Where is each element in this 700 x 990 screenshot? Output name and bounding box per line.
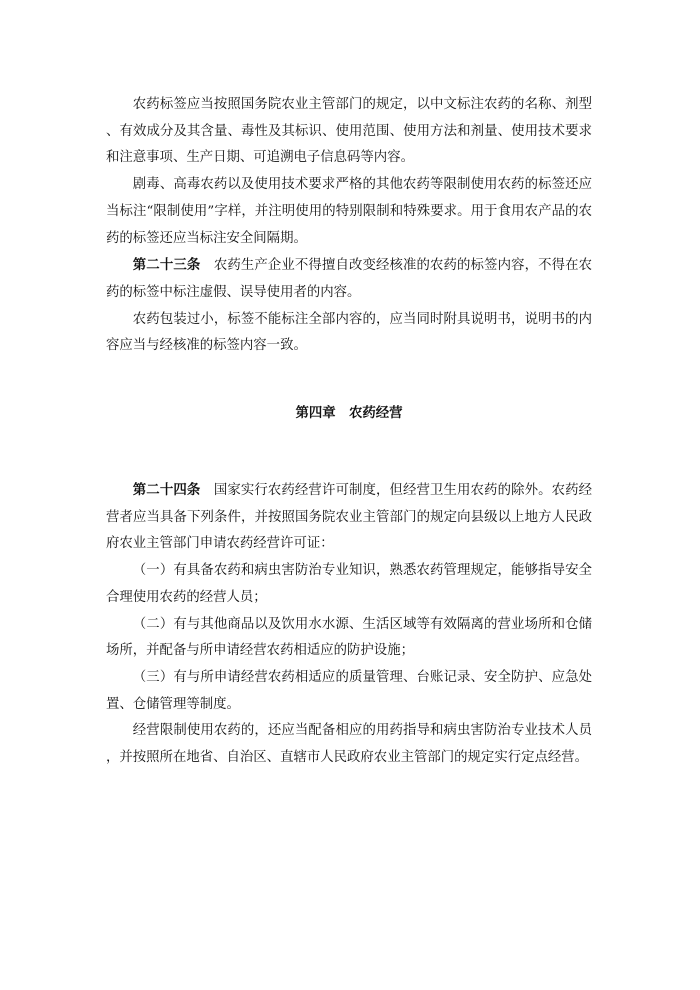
paragraph-small-package <box>106 307 592 360</box>
chapter-heading-block <box>106 360 592 477</box>
chapter-name: 农药经营 <box>349 405 403 422</box>
article-24 <box>106 477 592 558</box>
paragraph-label-content <box>106 92 592 172</box>
paragraph-text: 经营限制使用农药的，还应当配备相应的用药指导和病虫害防治专业技术人员，并按照所在地省、自治区、直辖市人民政府农业主管部门的规定实行定点经营。 <box>106 723 592 766</box>
paragraph-text: （一）有具备农药和病虫害防治专业知识，熟悉农药管理规定，能够指导安全合理使用农药的经营人员； <box>106 563 592 605</box>
article-number: 第二十四条 <box>132 482 201 499</box>
condition-item-1 <box>106 558 592 611</box>
article-23 <box>106 252 592 306</box>
paragraph-text: （二）有与其他商品以及饮用水水源、生活区域等有效隔离的营业场所和仓储场所，并配备与所申请经营农药相适应的防护设施； <box>106 616 592 659</box>
paragraph-restricted-operation <box>106 718 592 771</box>
chapter-title <box>106 400 592 427</box>
article-number: 第二十三条 <box>132 257 201 274</box>
paragraph-restricted-label <box>106 172 592 252</box>
chapter-number: 第四章 <box>295 405 336 422</box>
condition-item-3 <box>106 665 592 718</box>
paragraph-text: 剧毒、高毒农药以及使用技术要求严格的其他农药等限制使用农药的标签还应当标注“限制使用”字样，并注明使用的特别限制和特殊要求。用于食用农产品的农药的标签还应当标注安全间隔期。 <box>106 177 592 246</box>
section-before-chapter <box>106 92 592 360</box>
paragraph-text: 农药生产企业不得擅自改变经核准的农药的标签内容，不得在农药的标签中标注虚假、误导使用者的内容。 <box>106 258 593 300</box>
document-body <box>106 92 592 772</box>
section-after-chapter <box>106 477 592 772</box>
condition-item-2 <box>106 612 592 665</box>
paragraph-text: 农药包装过小，标签不能标注全部内容的，应当同时附具说明书，说明书的内容应当与经核准的标签内容一致。 <box>106 311 592 354</box>
paragraph-text: 国家实行农药经营许可制度，但经营卫生用农药的除外。农药经营者应当具备下列条件，并按照国务院农业主管部门的规定向县级以上地方人民政府农业主管部门申请农药经营许可证： <box>106 483 593 552</box>
paragraph-text: 农药标签应当按照国务院农业主管部门的规定，以中文标注农药的名称、剂型、有效成分及其含量、毒性及其标识、使用范围、使用方法和剂量、使用技术要求和注意事项、生产日期、可追溯电子信息码等内容。 <box>106 97 592 166</box>
paragraph-text: （三）有与所申请经营农药相适应的质量管理、台账记录、安全防护、应急处置、仓储管理等制度。 <box>106 669 592 712</box>
